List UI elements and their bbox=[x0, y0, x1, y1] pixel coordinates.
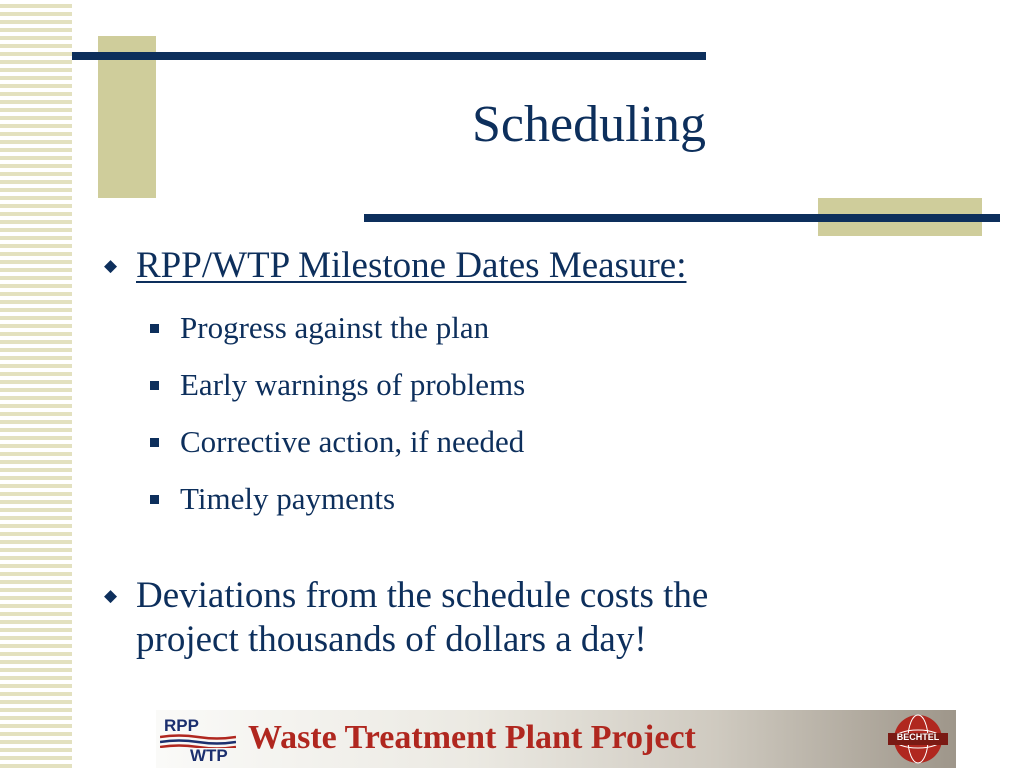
bullet-deviations-line1: Deviations from the schedule costs the bbox=[136, 575, 709, 616]
sub-item-timely-payments: Timely payments bbox=[180, 481, 396, 516]
sub-item-corrective-action: Corrective action, if needed bbox=[180, 424, 525, 459]
diamond-icon: ◆ bbox=[104, 256, 118, 275]
square-icon bbox=[150, 381, 159, 390]
bottom-rule bbox=[364, 214, 1000, 222]
bullet-deviations-line2: project thousands of dollars a day! bbox=[136, 618, 647, 660]
slide-title: Scheduling bbox=[472, 96, 706, 153]
decorative-stripes bbox=[0, 0, 72, 768]
bullet-deviations bbox=[136, 574, 896, 661]
square-icon bbox=[150, 324, 159, 333]
wtp-logo-text: WTP bbox=[190, 746, 228, 765]
diamond-icon: ◆ bbox=[104, 586, 118, 605]
bullet-heading: RPP/WTP Milestone Dates Measure: bbox=[136, 245, 687, 286]
top-rule bbox=[72, 52, 706, 60]
rpp-logo-text: RPP bbox=[164, 716, 199, 735]
decorative-block-left bbox=[98, 36, 156, 198]
square-icon bbox=[150, 438, 159, 447]
sub-item-progress: Progress against the plan bbox=[180, 310, 490, 345]
footer-title: Waste Treatment Plant Project bbox=[248, 719, 696, 756]
bechtel-logo-text: BECHTEL bbox=[896, 732, 940, 742]
sub-item-early-warnings: Early warnings of problems bbox=[180, 367, 526, 402]
bechtel-logo bbox=[884, 711, 952, 767]
rpp-wtp-logo bbox=[160, 716, 238, 764]
square-icon bbox=[150, 495, 159, 504]
footer-banner bbox=[156, 710, 956, 768]
